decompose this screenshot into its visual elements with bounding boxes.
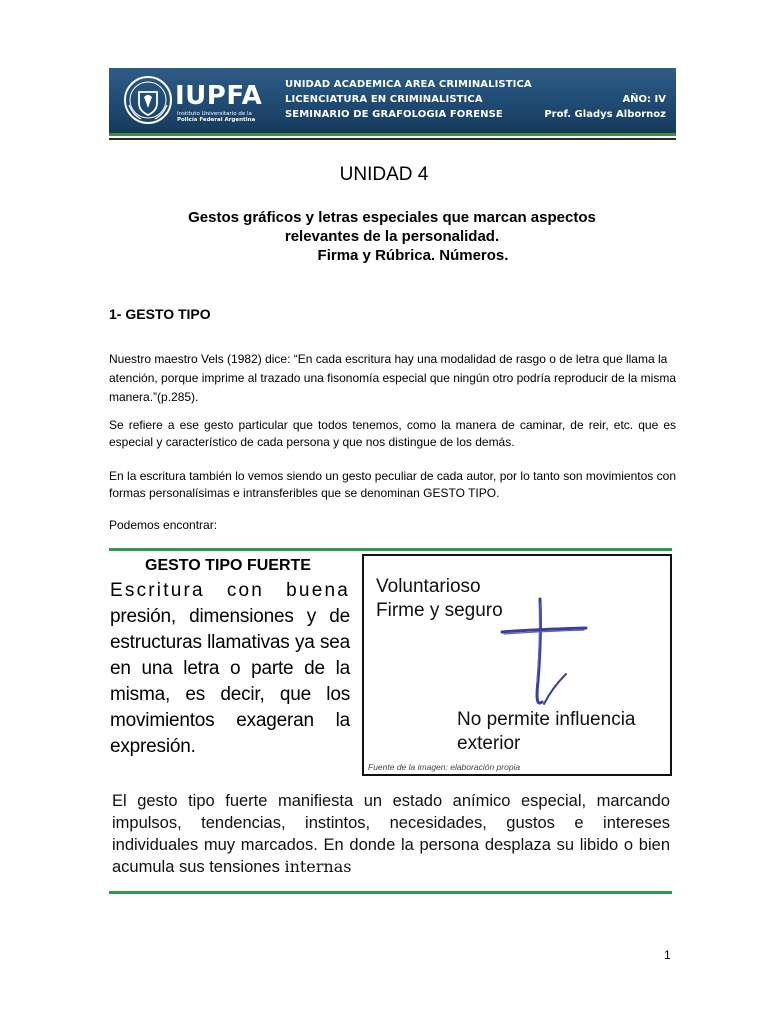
header-seminar: SEMINARIO DE GRAFOLOGIA FORENSE	[285, 109, 503, 120]
institution-seal-icon	[123, 75, 173, 125]
box-heading: GESTO TIPO FUERTE	[145, 557, 311, 574]
header-academic-unit: UNIDAD ACADEMICA AREA CRIMINALISTICA	[285, 79, 532, 90]
box-description	[110, 578, 350, 760]
subtitle-line: relevantes de la personalidad.	[284, 228, 500, 245]
figure-label-firme: Firme y seguro	[376, 600, 503, 621]
box-description-first-line: Escritura con buena	[110, 580, 350, 601]
box-description-rest: presión, dimensiones y de estructuras llamativas ya sea en una letra o parte de la misma, es decir, que los movimientos exageran la expresión.	[110, 606, 350, 757]
header-banner	[109, 68, 676, 133]
header-professor: Prof. Gladys Albornoz	[544, 109, 666, 120]
unit-title: UNIDAD 4	[339, 164, 429, 185]
page-number: 1	[664, 948, 671, 962]
logo-subtitle-line: Policía Federal Argentina	[177, 117, 256, 123]
figure-label-voluntarioso: Voluntarioso	[376, 576, 481, 597]
logo-subtitle	[177, 111, 287, 123]
header-year: AÑO: IV	[622, 94, 666, 105]
paragraph-vels-quote: Nuestro maestro Vels (1982) dice: “En cada escritura hay una modalidad de rasgo o de letra que llama la atención, porque imprime al trazado una fisonomía especial que ningún otro podría reproducir de la misma manera.”(p.285).	[109, 352, 676, 404]
paragraph-intro-list: Podemos encontrar:	[109, 518, 218, 532]
figure-label-exterior: exterior	[457, 733, 521, 754]
header-underline	[109, 133, 676, 140]
unit-subtitle	[108, 208, 676, 265]
box-top-rule	[109, 548, 672, 551]
header-degree: LICENCIATURA EN CRIMINALISTICA	[285, 94, 483, 105]
paragraph-writing: En la escritura también lo vemos siendo un gesto peculiar de cada autor, por lo tanto son movimientos con formas personalísimas e intransferibles que se denominan GESTO TIPO.	[109, 469, 676, 500]
box-bottom-rule	[109, 891, 672, 894]
logo-wordmark: IUPFA	[175, 81, 263, 111]
section-heading: 1- GESTO TIPO	[109, 306, 211, 322]
figure-caption: Fuente de la imagen: elaboración propia	[368, 762, 521, 772]
box-conclusion-text: El gesto tipo fuerte manifiesta un estado anímico especial, marcando impulsos, tendencias, instintos, necesidades, gustos e intereses individuales muy marcados. En donde la persona desplaza su libido o bien acumula sus tensiones	[112, 792, 670, 876]
handwriting-figure	[362, 554, 672, 776]
logo-subtitle-line: Instituto Universitario de la	[177, 111, 252, 117]
box-conclusion	[112, 790, 670, 878]
figure-label-influencia: No permite influencia	[457, 709, 636, 730]
subtitle-line: Gestos gráficos y letras especiales que marcan aspectos	[188, 209, 596, 226]
paragraph-gesture: Se refiere a ese gesto particular que todos tenemos, como la manera de caminar, de reir, etc. que es especial y característico de cada persona y que nos distingue de los demás.	[109, 418, 676, 449]
box-conclusion-last-word: internas	[284, 857, 352, 876]
subtitle-line: Firma y Rúbrica. Números.	[317, 247, 509, 264]
